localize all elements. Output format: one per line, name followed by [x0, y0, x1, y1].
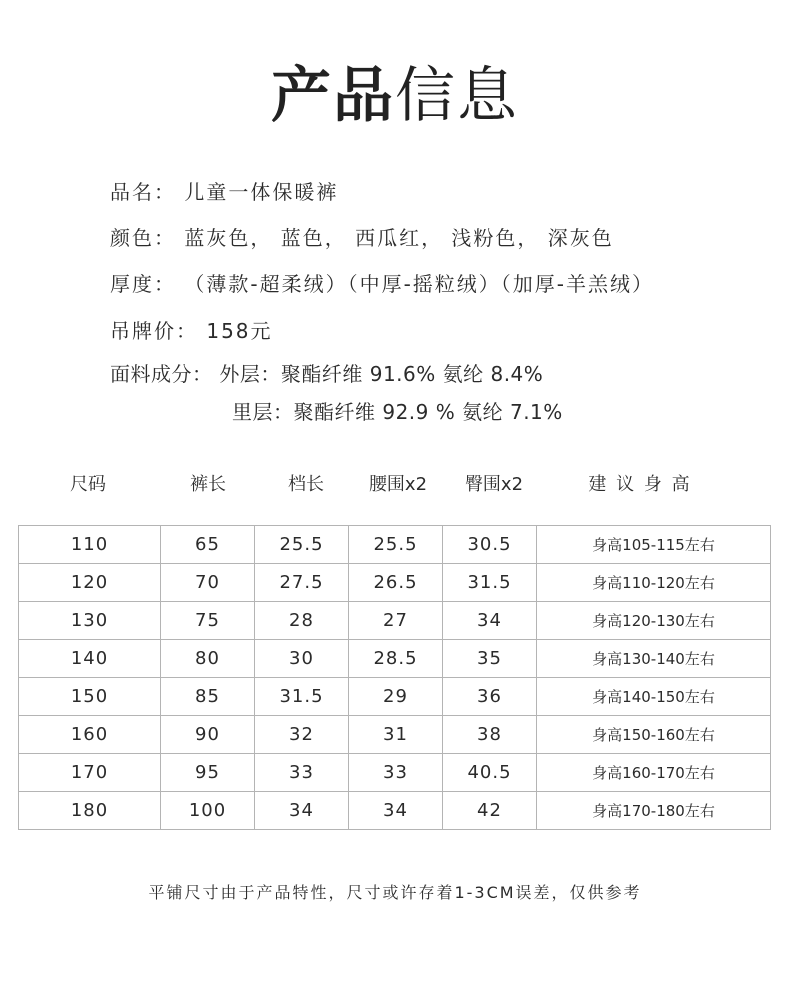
table-cell: 65: [161, 526, 255, 564]
title-regular: 信息: [395, 61, 519, 131]
table-cell: 36: [443, 678, 537, 716]
recommended-height-cell: 身高130-140左右: [537, 640, 771, 678]
table-cell: 25.5: [349, 526, 443, 564]
table-cell: 27.5: [255, 564, 349, 602]
page-title: [0, 48, 790, 134]
table-cell: 120: [19, 564, 161, 602]
table-cell: 30.5: [443, 526, 537, 564]
table-cell: 180: [19, 792, 161, 830]
table-cell: 140: [19, 640, 161, 678]
table-cell: 150: [19, 678, 161, 716]
table-cell: 100: [161, 792, 255, 830]
table-cell: 34: [443, 602, 537, 640]
table-cell: 26.5: [349, 564, 443, 602]
header-recommended-height: 建 议 身 高: [588, 474, 692, 495]
table-cell: 33: [349, 754, 443, 792]
table-cell: 80: [161, 640, 255, 678]
table-cell: 110: [19, 526, 161, 564]
table-cell: 75: [161, 602, 255, 640]
header-rise-length: 档长: [288, 474, 324, 495]
size-table: [18, 525, 771, 830]
header-size: 尺码: [70, 474, 106, 495]
recommended-height-cell: 身高140-150左右: [537, 678, 771, 716]
product-price: 吊牌价： 158元: [110, 319, 273, 343]
table-row: [19, 640, 771, 678]
table-cell: 40.5: [443, 754, 537, 792]
recommended-height-cell: 身高170-180左右: [537, 792, 771, 830]
table-cell: 34: [255, 792, 349, 830]
fabric-outer: 面料成分： 外层：聚酯纤维 91.6% 氨纶 8.4%: [110, 362, 544, 386]
table-cell: 160: [19, 716, 161, 754]
header-pant-length: 裤长: [190, 474, 226, 495]
table-cell: 28: [255, 602, 349, 640]
table-cell: 42: [443, 792, 537, 830]
table-cell: 170: [19, 754, 161, 792]
recommended-height-cell: 身高120-130左右: [537, 602, 771, 640]
recommended-height-cell: 身高150-160左右: [537, 716, 771, 754]
table-cell: 85: [161, 678, 255, 716]
table-cell: 90: [161, 716, 255, 754]
table-row: [19, 526, 771, 564]
table-cell: 25.5: [255, 526, 349, 564]
table-cell: 130: [19, 602, 161, 640]
table-cell: 35: [443, 640, 537, 678]
table-cell: 31.5: [255, 678, 349, 716]
recommended-height-cell: 身高160-170左右: [537, 754, 771, 792]
recommended-height-cell: 身高110-120左右: [537, 564, 771, 602]
product-thickness: 厚度： （薄款-超柔绒）（中厚-摇粒绒）（加厚-羊羔绒）: [110, 272, 655, 296]
table-row: [19, 678, 771, 716]
table-cell: 34: [349, 792, 443, 830]
header-waist: 腰围x2: [368, 474, 428, 495]
fabric-inner: 里层：聚酯纤维 92.9 % 氨纶 7.1%: [232, 400, 563, 424]
table-cell: 32: [255, 716, 349, 754]
table-cell: 27: [349, 602, 443, 640]
table-cell: 70: [161, 564, 255, 602]
table-row: [19, 792, 771, 830]
table-row: [19, 754, 771, 792]
table-cell: 38: [443, 716, 537, 754]
product-colors: 颜色： 蓝灰色， 蓝色， 西瓜红， 浅粉色， 深灰色: [110, 226, 614, 250]
header-hip: 臀围x2: [464, 474, 524, 495]
product-name: 品名： 儿童一体保暖裤: [110, 180, 339, 204]
table-cell: 29: [349, 678, 443, 716]
measurement-note: 平铺尺寸由于产品特性，尺寸或许存着1-3CM误差，仅供参考: [148, 883, 642, 902]
table-cell: 31: [349, 716, 443, 754]
table-row: [19, 716, 771, 754]
table-cell: 31.5: [443, 564, 537, 602]
table-row: [19, 564, 771, 602]
table-cell: 30: [255, 640, 349, 678]
recommended-height-cell: 身高105-115左右: [537, 526, 771, 564]
table-cell: 95: [161, 754, 255, 792]
table-row: [19, 602, 771, 640]
table-cell: 33: [255, 754, 349, 792]
title-bold: 产品: [271, 61, 395, 131]
table-cell: 28.5: [349, 640, 443, 678]
